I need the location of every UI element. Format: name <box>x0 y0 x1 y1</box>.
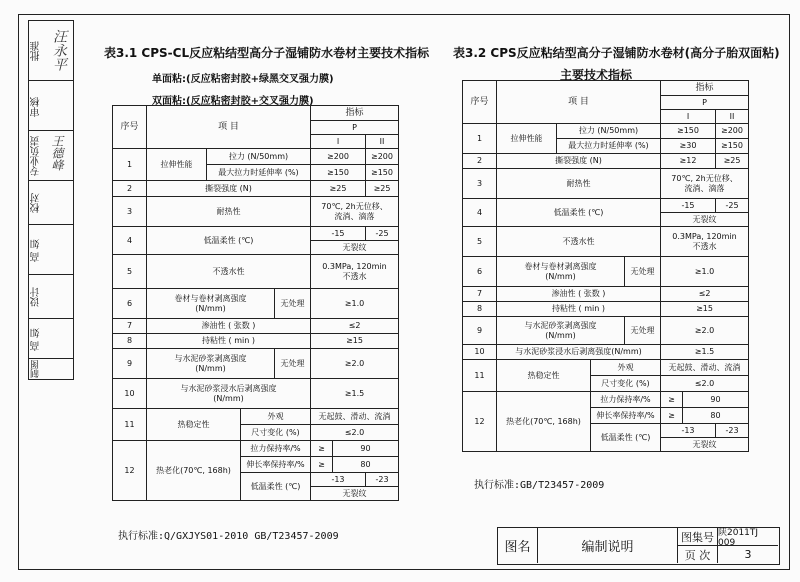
t1-nocrack2: 无裂纹 <box>311 487 399 501</box>
t1-peel2-unit: (N/mm) <box>195 363 226 373</box>
t1-aging: 热老化(70℃, 168h) <box>147 441 241 501</box>
t2-row8-no: 8 <box>463 302 497 317</box>
t2-row7-no: 7 <box>463 287 497 302</box>
t2-elong-i: ≥30 <box>661 139 716 154</box>
t1-oil-value: ≤2 <box>311 319 399 334</box>
t2-tear: 撕裂强度 (N) <box>497 154 661 169</box>
t1-row8-no: 8 <box>113 334 147 349</box>
table2 <box>462 80 749 452</box>
t2-header-no: 序号 <box>463 81 497 124</box>
t1-heat-v2: 流淌、滴落 <box>334 211 375 221</box>
t2-pull-i: ≥150 <box>661 124 716 139</box>
drawing-label: 制图 <box>31 360 41 378</box>
t2-row9-no: 9 <box>463 317 497 345</box>
t2-peel3 <box>497 345 661 360</box>
t2-heat-v2: 流淌、滴落 <box>684 183 725 193</box>
t2-pull-keep-ge: ≥ <box>661 392 683 408</box>
t2-nocrack2: 无裂纹 <box>661 438 749 452</box>
t2-appearance: 外观 <box>591 360 661 376</box>
t1-nocrack: 无裂纹 <box>311 241 399 255</box>
t2-peel1-label: 卷材与卷材剥离强度 <box>524 261 597 271</box>
table1-standard: 执行标准:Q/GXJYS01-2010 GB/T23457-2009 <box>118 531 339 542</box>
t2-size: 尺寸变化 (%) <box>591 376 661 392</box>
strip-proofread-sig <box>29 225 73 275</box>
t1-oil: 渗油性 ( 张数 ) <box>147 319 311 334</box>
t1-header-p: P <box>311 121 399 135</box>
table2-standard: 执行标准:GB/T23457-2009 <box>474 480 605 491</box>
t1-elong-keep-ge: ≥ <box>311 457 333 473</box>
page-label: 页 次 <box>678 546 718 563</box>
t2-elong-keep-ge: ≥ <box>661 408 683 424</box>
t2-tear-ii: ≥25 <box>716 154 749 169</box>
t2-row11-no: 11 <box>463 360 497 392</box>
t1-size: 尺寸变化 (%) <box>241 425 311 441</box>
proofread-label: 校对 <box>31 193 42 213</box>
t2-tear-i: ≥12 <box>661 154 716 169</box>
atlas-label: 图集号 <box>678 528 718 546</box>
t1-peel2-untreated: 无处理 <box>275 349 311 379</box>
t1-pull-keep-value: 90 <box>333 441 399 457</box>
t2-cold2-ii: -23 <box>716 424 749 438</box>
t1-peel3-unit: (N/mm) <box>213 393 244 403</box>
t2-heat: 耐热性 <box>497 169 661 199</box>
t2-aging: 热老化(70℃, 168h) <box>497 392 591 452</box>
t1-pull-ii: ≥200 <box>366 149 399 165</box>
t1-elong-ii: ≥150 <box>366 165 399 181</box>
proofread-sig1: 高 如 <box>31 238 42 262</box>
t2-peel1-value: ≥1.0 <box>661 257 749 287</box>
t2-heat-value <box>661 169 749 199</box>
t1-row12-no: 12 <box>113 441 147 501</box>
t2-row1-no: 1 <box>463 124 497 154</box>
signature-strip <box>28 20 74 380</box>
t1-row10-no: 10 <box>113 379 147 409</box>
t1-peel1-value: ≥1.0 <box>311 289 399 319</box>
title-block <box>497 527 780 565</box>
t1-peel2-label: 与水泥砂浆剥离强度 <box>174 353 247 363</box>
t2-header-item: 项 目 <box>497 81 661 124</box>
t1-header-index: 指标 <box>311 106 399 121</box>
t1-row3-no: 3 <box>113 197 147 227</box>
strip-approve <box>29 21 73 81</box>
t2-oil: 渗油性 ( 张数 ) <box>497 287 661 302</box>
strip-responsible <box>29 131 73 181</box>
t2-cold2: 低温柔性 (℃) <box>591 424 661 452</box>
table2-title: 表3.2 CPS反应粘结型高分子湿铺防水卷材(高分子胎双面粘) <box>453 46 780 60</box>
t1-cold2: 低温柔性 (℃) <box>241 473 311 501</box>
t2-peel1 <box>497 257 625 287</box>
drawing-name-label: 图名 <box>498 528 538 563</box>
t2-peel1-untreated: 无处理 <box>625 257 661 287</box>
t1-tensile: 拉伸性能 <box>147 149 207 181</box>
t2-nocrack: 无裂纹 <box>661 213 749 227</box>
t1-water-value <box>311 255 399 289</box>
t1-stick-value: ≥15 <box>311 334 399 349</box>
t2-peel2-unit: (N/mm) <box>545 330 576 340</box>
t2-elong-ii: ≥150 <box>716 139 749 154</box>
t1-header-item: 项 目 <box>147 106 311 149</box>
t1-row11-no: 11 <box>113 409 147 441</box>
t2-row6-no: 6 <box>463 257 497 287</box>
t2-peel3-unit: (N/mm) <box>611 347 642 356</box>
t1-peel3-value: ≥1.5 <box>311 379 399 409</box>
t1-peel2-value: ≥2.0 <box>311 349 399 379</box>
t2-row12-no: 12 <box>463 392 497 452</box>
t1-stick: 持粘性 ( min ) <box>147 334 311 349</box>
t1-size-value: ≤2.0 <box>311 425 399 441</box>
t1-header-i: I <box>311 135 366 149</box>
t2-header-ii: II <box>716 110 749 124</box>
t2-cold2-i: -13 <box>661 424 716 438</box>
t2-elong-keep: 伸长率保持率/% <box>591 408 661 424</box>
t2-peel2 <box>497 317 625 345</box>
proofread-sig2: 高 如 <box>31 327 42 351</box>
t1-row7-no: 7 <box>113 319 147 334</box>
t2-row3-no: 3 <box>463 169 497 199</box>
table1-title: 表3.1 CPS-CL反应粘结型高分子湿铺防水卷材主要技术指标 <box>104 46 430 60</box>
t1-pull-keep-ge: ≥ <box>311 441 333 457</box>
t2-row4-no: 4 <box>463 199 497 227</box>
t1-peel1 <box>147 289 275 319</box>
t2-cold: 低温柔性 (℃) <box>497 199 661 227</box>
t2-elong-keep-value: 80 <box>683 408 749 424</box>
strip-review <box>29 81 73 131</box>
table1 <box>112 105 399 501</box>
t2-water-v2: 不透水 <box>692 241 717 251</box>
t1-cold-ii: -25 <box>366 227 399 241</box>
strip-drawing <box>29 359 73 379</box>
review-label: 审核 <box>31 97 42 117</box>
t1-row4-no: 4 <box>113 227 147 255</box>
t2-oil-value: ≤2 <box>661 287 749 302</box>
t2-peel2-untreated: 无处理 <box>625 317 661 345</box>
t1-appearance: 外观 <box>241 409 311 425</box>
t2-appearance-value: 无起鼓、滑动、流淌 <box>661 360 749 376</box>
t1-peel1-label: 卷材与卷材剥离强度 <box>174 293 247 303</box>
t2-pull-keep: 拉力保持率/% <box>591 392 661 408</box>
t1-water: 不透水性 <box>147 255 311 289</box>
t2-thermal: 热稳定性 <box>497 360 591 392</box>
t1-peel1-untreated: 无处理 <box>275 289 311 319</box>
t1-thermal: 热稳定性 <box>147 409 241 441</box>
t2-header-i: I <box>661 110 716 124</box>
table1-double-desc: 双面粘:(反应粘密封胶+交叉强力膜) <box>152 96 314 107</box>
t2-size-value: ≤2.0 <box>661 376 749 392</box>
t1-pull-i: ≥200 <box>311 149 366 165</box>
t1-heat: 耐热性 <box>147 197 311 227</box>
t2-header-p: P <box>661 96 749 110</box>
t1-row2-no: 2 <box>113 181 147 197</box>
t1-cold2-i: -13 <box>311 473 366 487</box>
t2-peel2-value: ≥2.0 <box>661 317 749 345</box>
t2-tensile: 拉伸性能 <box>497 124 557 154</box>
t1-row1-no: 1 <box>113 149 147 181</box>
strip-design <box>29 275 73 319</box>
strip-proofread <box>29 181 73 225</box>
t1-cold-i: -15 <box>311 227 366 241</box>
t2-elong: 最大拉力时延伸率 (%) <box>557 139 661 154</box>
t2-row10-no: 10 <box>463 345 497 360</box>
t2-water-value <box>661 227 749 257</box>
t2-cold-i: -15 <box>661 199 716 213</box>
t2-water: 不透水性 <box>497 227 661 257</box>
responsible-signature: 王德峰 <box>50 135 64 171</box>
t1-cold2-ii: -23 <box>366 473 399 487</box>
t2-pull: 拉力 (N/50mm) <box>557 124 661 139</box>
t1-elong: 最大拉力时延伸率 (%) <box>207 165 311 181</box>
design-label: 设计 <box>31 287 42 307</box>
approve-signature: 汪永平 <box>51 29 67 71</box>
t1-pull-keep: 拉力保持率/% <box>241 441 311 457</box>
t1-peel2 <box>147 349 275 379</box>
t1-row6-no: 6 <box>113 289 147 319</box>
t2-stick-value: ≥15 <box>661 302 749 317</box>
t1-peel3 <box>147 379 311 409</box>
drawing-name: 编制说明 <box>538 528 678 563</box>
t1-tear-i: ≥25 <box>311 181 366 197</box>
t2-water-v1: 0.3MPa, 120min <box>672 231 737 241</box>
t2-stick: 持粘性 ( min ) <box>497 302 661 317</box>
t2-header-index: 指标 <box>661 81 749 96</box>
t1-appearance-value: 无起鼓、滑动、流淌 <box>311 409 399 425</box>
t1-heat-value <box>311 197 399 227</box>
t1-header-ii: II <box>366 135 399 149</box>
t2-peel3-value: ≥1.5 <box>661 345 749 360</box>
t1-elong-keep: 伸长率保持率/% <box>241 457 311 473</box>
approve-label: 批准 <box>31 41 42 61</box>
atlas-number: 陕2011TJ 009 <box>718 528 778 546</box>
t1-cold: 低温柔性 (℃) <box>147 227 311 255</box>
t1-row5-no: 5 <box>113 255 147 289</box>
t2-peel2-label: 与水泥砂浆剥离强度 <box>524 320 597 330</box>
t1-row9-no: 9 <box>113 349 147 379</box>
t1-heat-v1: 70℃, 2h无位移、 <box>321 201 388 211</box>
page-number: 3 <box>744 548 752 561</box>
t2-pull-ii: ≥200 <box>716 124 749 139</box>
t1-elong-i: ≥150 <box>311 165 366 181</box>
t1-peel1-unit: (N/mm) <box>195 303 226 313</box>
strip-design-sig <box>29 319 73 359</box>
t2-peel1-unit: (N/mm) <box>545 271 576 281</box>
t2-cold-ii: -25 <box>716 199 749 213</box>
t2-peel3-label: 与水泥砂浆浸水后剥离强度 <box>515 347 612 356</box>
t1-water-v2: 不透水 <box>342 271 367 281</box>
t1-pull: 拉力 (N/50mm) <box>207 149 311 165</box>
t1-tear: 撕裂强度 (N) <box>147 181 311 197</box>
t1-tear-ii: ≥25 <box>366 181 399 197</box>
t2-row2-no: 2 <box>463 154 497 169</box>
t2-row5-no: 5 <box>463 227 497 257</box>
t1-header-no: 序号 <box>113 106 147 149</box>
t1-peel3-label: 与水泥砂浆浸水后剥离强度 <box>180 383 277 393</box>
responsible-label: 专业负责 <box>31 136 42 176</box>
table2-title-line2: 主要技术指标 <box>560 68 633 82</box>
table1-single-desc: 单面粘:(反应粘密封胶+绿黑交叉强力膜) <box>152 74 334 85</box>
t2-heat-v1: 70℃, 2h无位移、 <box>671 173 738 183</box>
t2-pull-keep-value: 90 <box>683 392 749 408</box>
t1-elong-keep-value: 80 <box>333 457 399 473</box>
t1-water-v1: 0.3MPa, 120min <box>322 261 387 271</box>
